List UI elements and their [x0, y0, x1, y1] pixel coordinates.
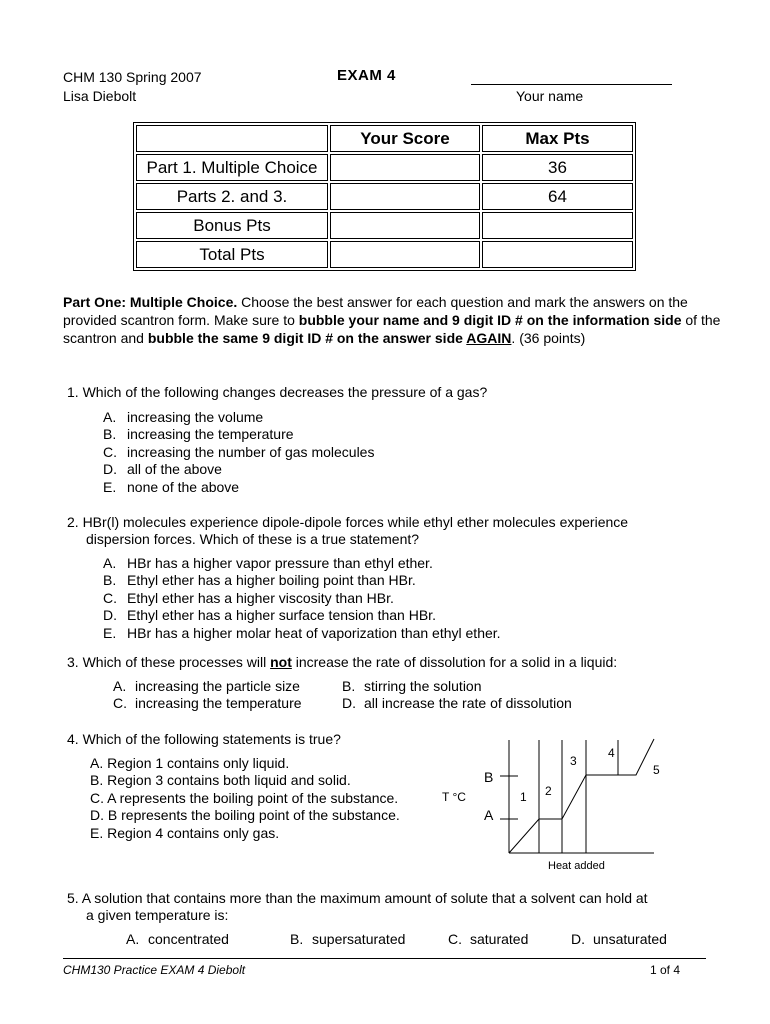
- option-text: Ethyl ether has a higher viscosity than HBr.: [127, 589, 394, 606]
- option-text: increasing the volume: [127, 409, 264, 425]
- question-5-option-b[interactable]: [290, 931, 405, 948]
- question-3-option-a[interactable]: [113, 678, 300, 695]
- option-text: Ethyl ether has a higher surface tension than HBr.: [127, 607, 436, 624]
- question-3-emphasis: not: [270, 654, 292, 670]
- row-label: Parts 2. and 3.: [136, 183, 328, 210]
- instructions-heading: Part One: Multiple Choice.: [63, 294, 238, 310]
- region-3-label: 3: [570, 754, 577, 768]
- option[interactable]: E. Region 4 contains only gas.: [90, 824, 280, 841]
- option-letter: A.: [103, 409, 117, 425]
- point-a-label: A: [484, 807, 494, 823]
- option-text: increasing the temperature: [135, 695, 302, 711]
- option[interactable]: [103, 607, 501, 624]
- question-3-option-c[interactable]: [113, 695, 302, 712]
- region-1-label: 1: [520, 790, 527, 804]
- option[interactable]: [103, 426, 374, 443]
- score-cell[interactable]: [330, 241, 480, 268]
- option-text: supersaturated: [312, 931, 406, 947]
- max-cell: 64: [482, 183, 633, 210]
- question-3-pre: 3. Which of these processes will: [67, 654, 271, 670]
- option-text: Ethyl ether has a higher boiling point than HBr.: [127, 572, 416, 589]
- option-text: stirring the solution: [364, 678, 482, 694]
- score-table: [133, 122, 636, 271]
- option[interactable]: [103, 555, 501, 572]
- question-1-options: [103, 409, 374, 496]
- row-label: Total Pts: [136, 241, 328, 268]
- your-name-label: Your name: [516, 88, 584, 104]
- x-axis-label: Heat added: [548, 860, 605, 872]
- question-4-options: [90, 755, 400, 842]
- option-letter: A.: [113, 678, 127, 694]
- score-row-parts23: [136, 183, 633, 210]
- footer-left: CHM130 Practice EXAM 4 Diebolt: [63, 963, 246, 977]
- option-letter: B.: [342, 678, 356, 694]
- question-3-option-d[interactable]: [342, 695, 572, 712]
- y-axis-label: T °C: [442, 790, 466, 804]
- header-your-score: Your Score: [330, 125, 480, 152]
- course-title: CHM 130 Spring 2007: [63, 69, 202, 85]
- option-letter: B.: [103, 572, 117, 589]
- question-2-line2: dispersion forces. Which of these is a true statement?: [86, 531, 420, 547]
- instructions-text: Choose the best answer for each question and mark the answers on the provided scantron form. Make sure to: [63, 294, 688, 328]
- option-text: none of the above: [127, 478, 240, 495]
- option-text: HBr has a higher molar heat of vaporization than ethyl ether.: [127, 624, 501, 641]
- option-letter: D.: [342, 695, 356, 711]
- option[interactable]: [103, 409, 374, 426]
- option-text: increasing the particle size: [135, 678, 300, 694]
- option-letter: D.: [103, 461, 117, 478]
- option-letter: C.: [103, 589, 117, 606]
- option[interactable]: [103, 625, 501, 642]
- option-text: increasing the number of gas molecules: [127, 443, 375, 460]
- question-1: 1. Which of the following changes decreases the pressure of a gas?: [67, 384, 488, 400]
- instructions-points: . (36 points): [511, 330, 586, 346]
- max-cell: [482, 212, 633, 239]
- option-letter: A.: [103, 555, 117, 571]
- question-5-line1: 5. A solution that contains more than the maximum amount of solute that a solvent can hold at: [67, 890, 648, 906]
- option[interactable]: [103, 461, 374, 478]
- option-letter: B.: [290, 931, 304, 947]
- name-line[interactable]: [471, 84, 672, 85]
- option-letter: D.: [571, 931, 585, 947]
- option-letter: A.: [126, 931, 140, 947]
- instructions-emph-2: bubble the same 9 digit ID # on the answer side: [147, 330, 467, 346]
- question-2-line1: 2. HBr(l) molecules experience dipole-dipole forces while ethyl ether molecules experience: [67, 514, 629, 530]
- row-label: Part 1. Multiple Choice: [136, 154, 328, 181]
- option-letter: E.: [103, 624, 117, 641]
- option[interactable]: [103, 590, 501, 607]
- region-5-label: 5: [653, 763, 660, 777]
- question-3-option-b[interactable]: [342, 678, 482, 695]
- option-letter: D.: [103, 607, 117, 624]
- option[interactable]: [103, 572, 501, 589]
- score-cell[interactable]: [330, 183, 480, 210]
- option-text: saturated: [470, 931, 529, 947]
- score-cell[interactable]: [330, 212, 480, 239]
- heating-curve-graph: [440, 735, 680, 875]
- max-cell: 36: [482, 154, 633, 181]
- question-3-post: increase the rate of dissolution for a solid in a liquid:: [291, 654, 618, 670]
- part-one-instructions: [63, 293, 743, 347]
- option[interactable]: B. Region 3 contains both liquid and solid.: [90, 772, 351, 789]
- question-5-option-c[interactable]: [448, 931, 528, 948]
- option[interactable]: [103, 479, 374, 496]
- option-text: HBr has a higher vapor pressure than ethyl ether.: [127, 555, 433, 571]
- option-text: unsaturated: [593, 931, 667, 947]
- option-letter: C.: [113, 695, 127, 711]
- option-letter: C.: [448, 931, 462, 947]
- header-max-pts: Max Pts: [482, 125, 633, 152]
- max-cell: [482, 241, 633, 268]
- option-text: all increase the rate of dissolution: [364, 695, 572, 711]
- score-cell[interactable]: [330, 154, 480, 181]
- exam-title: EXAM 4: [337, 67, 396, 84]
- score-row-part1: [136, 154, 633, 181]
- option-letter: E.: [103, 478, 117, 495]
- row-label: Bonus Pts: [136, 212, 328, 239]
- region-4-label: 4: [608, 746, 615, 760]
- score-row-bonus: [136, 212, 633, 239]
- instructions-emph-1: bubble your name and 9 digit ID # on the information side: [298, 312, 682, 328]
- question-5-line2: a given temperature is:: [86, 907, 229, 923]
- page-number: 1 of 4: [650, 963, 681, 977]
- option-letter: B.: [103, 426, 117, 443]
- option-letter: C.: [103, 443, 117, 460]
- instructions-text: of the scantron and: [63, 312, 721, 346]
- footer-divider: [63, 958, 706, 959]
- point-b-label: B: [484, 769, 494, 785]
- option[interactable]: C. A represents the boiling point of the substance.: [90, 789, 399, 806]
- question-3: [67, 654, 617, 671]
- heating-curve: [509, 739, 654, 853]
- question-4: 4. Which of the following statements is true?: [67, 731, 341, 747]
- question-2-options: [103, 555, 501, 642]
- question-5-option-a[interactable]: [126, 931, 229, 948]
- option[interactable]: A. Region 1 contains only liquid.: [90, 755, 290, 771]
- instructor-name: Lisa Diebolt: [63, 88, 137, 104]
- option[interactable]: [103, 444, 374, 461]
- header-blank: [136, 125, 328, 152]
- instructions-again: AGAIN: [466, 330, 512, 346]
- score-row-total: [136, 241, 633, 268]
- option-text: increasing the temperature: [127, 426, 294, 443]
- option[interactable]: D. B represents the boiling point of the substance.: [90, 807, 400, 824]
- score-table-header-row: [136, 125, 633, 152]
- question-5-option-d[interactable]: [571, 931, 667, 948]
- option-text: all of the above: [127, 461, 222, 478]
- region-2-label: 2: [545, 784, 552, 798]
- option-text: concentrated: [148, 931, 229, 947]
